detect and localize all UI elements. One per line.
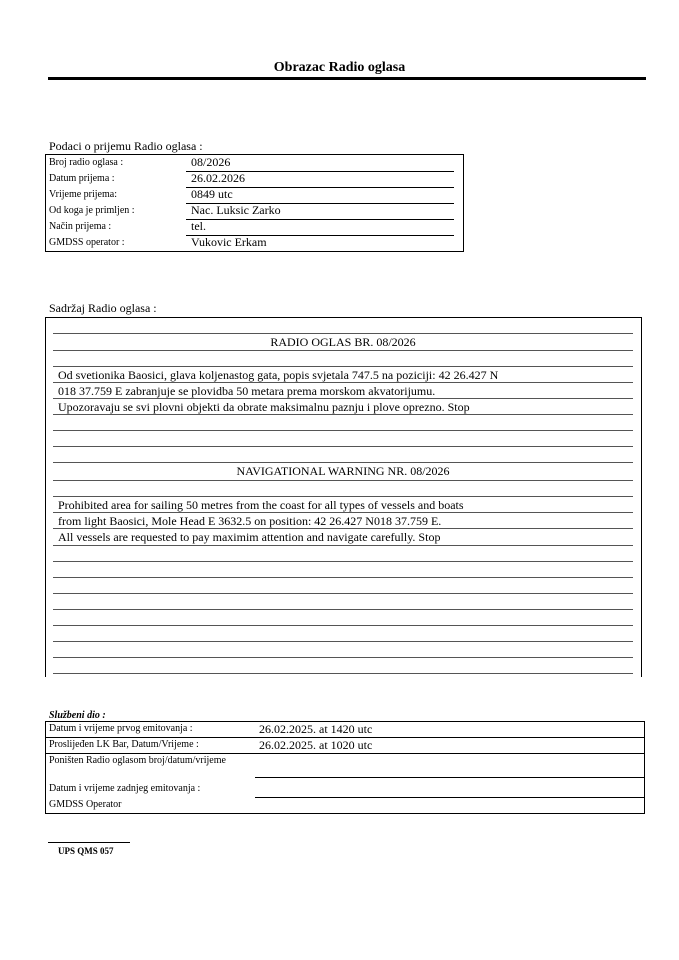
field-label-operator: GMDSS operator : (49, 237, 125, 248)
reception-heading: Podaci o prijemu Radio oglasa : (49, 139, 203, 153)
english-warning-title: NAVIGATIONAL WARNING NR. 08/2026 (236, 464, 450, 478)
official-value-forwarded: 26.02.2025. at 1020 utc (259, 738, 373, 752)
field-value-od-koga: Nac. Luksic Zarko (191, 203, 281, 217)
field-label-nacin: Način prijema : (49, 221, 112, 232)
official-label-first-broadcast: Datum i vrijeme prvog emitovanja : (49, 723, 193, 734)
official-label-cancelled: Poništen Radio oglasom broj/datum/vrijeme (49, 755, 226, 766)
ruled-line (53, 366, 633, 367)
field-value-datum: 26.02.2026 (191, 171, 245, 185)
field-label-datum: Datum prijema : (49, 173, 115, 184)
ruled-line (53, 561, 633, 562)
ruled-line (53, 593, 633, 594)
official-row-divider (46, 753, 644, 754)
ruled-line (53, 480, 633, 481)
ruled-line (53, 350, 633, 351)
ruled-line (53, 673, 633, 674)
local-warning-line: 018 37.759 E zabranjuje se plovidba 50 metara prema morskom akvatorijumu. (58, 384, 436, 398)
field-value-nacin: tel. (191, 219, 206, 233)
field-label-broj: Broj radio oglasa : (49, 157, 124, 168)
ruled-line (53, 496, 633, 497)
ruled-line (53, 641, 633, 642)
ruled-line (53, 577, 633, 578)
ruled-line (53, 512, 633, 513)
official-label-forwarded: Proslijeđen LK Bar, Datum/Vrijeme : (49, 739, 199, 750)
english-warning-line: Prohibited area for sailing 50 metres from the coast for all types of vessels and boats (58, 498, 464, 512)
ruled-line (53, 446, 633, 447)
field-label-vrijeme: Vrijeme prijema: (49, 189, 117, 200)
local-warning-line: Od svetionika Baosici, glava koljenastog gata, popis svjetala 747.5 na poziciji: 42 26.427 N (58, 368, 499, 382)
ruled-line (53, 333, 633, 334)
title-divider (48, 77, 646, 80)
official-table (45, 721, 645, 814)
field-value-broj: 08/2026 (191, 155, 231, 169)
ruled-line (53, 609, 633, 610)
english-warning-line: from light Baosici, Mole Head E 3632.5 on position: 42 26.427 N018 37.759 E. (58, 514, 442, 528)
footer-divider (48, 842, 130, 843)
field-value-vrijeme: 0849 utc (191, 187, 233, 201)
reception-table (45, 154, 464, 252)
ruled-line (53, 398, 633, 399)
official-value-first-broadcast: 26.02.2025. at 1420 utc (259, 722, 373, 736)
english-warning-line: All vessels are requested to pay maximim attention and navigate carefully. Stop (58, 530, 441, 544)
official-row-divider (255, 797, 644, 798)
page-title: Obrazac Radio oglasa (273, 60, 406, 75)
ruled-line (53, 430, 633, 431)
local-warning-line: Upozoravaju se svi plovni objekti da obrate maksimalnu paznju i plove oprezno. Stop (58, 400, 470, 414)
local-warning-title: RADIO OGLAS BR. 08/2026 (270, 335, 416, 349)
field-value-operator: Vukovic Erkam (191, 235, 267, 249)
ruled-line (53, 528, 633, 529)
official-row-divider (255, 777, 644, 778)
document-code: UPS QMS 057 (58, 846, 114, 856)
ruled-line (53, 462, 633, 463)
content-heading: Sadržaj Radio oglasa : (49, 301, 157, 315)
official-label-last-broadcast: Datum i vrijeme zadnjeg emitovanja : (49, 783, 201, 794)
ruled-line (53, 382, 633, 383)
official-heading: Službeni dio : (49, 710, 106, 721)
official-label-operator: GMDSS Operator (49, 799, 122, 810)
ruled-line (53, 625, 633, 626)
field-label-od-koga: Od koga je primljen : (49, 205, 135, 216)
ruled-line (53, 414, 633, 415)
field-underline (186, 219, 454, 220)
ruled-line (53, 545, 633, 546)
ruled-line (53, 657, 633, 658)
